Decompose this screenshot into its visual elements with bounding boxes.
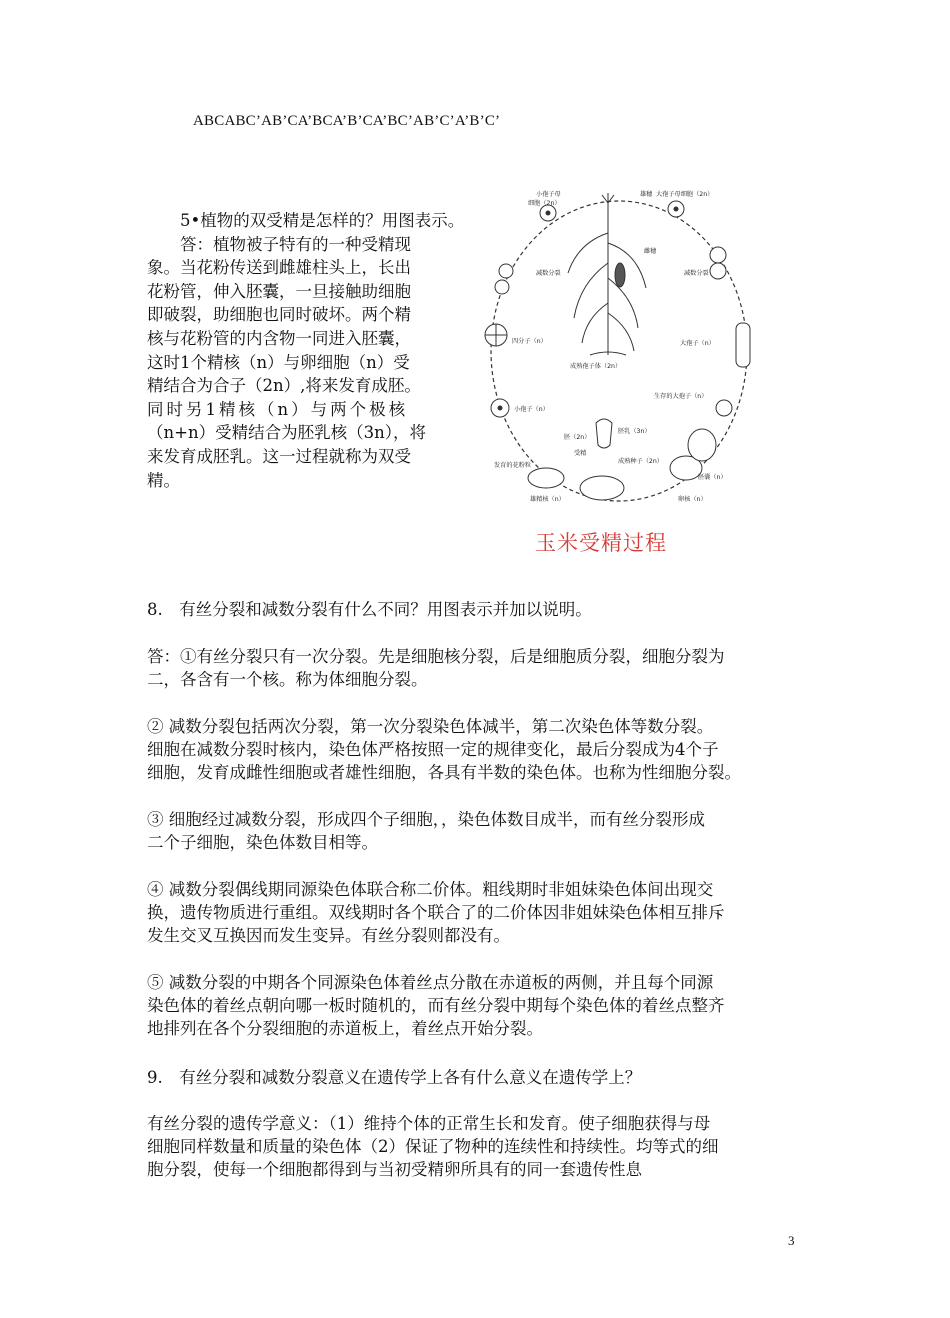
text-line: 发生交叉互换因而发生变异。有丝分裂则都没有。	[147, 926, 510, 945]
genotype-list: ABCABC’AB’CA’BCA’B’CA’BC’AB’C’A’B’C’	[193, 113, 501, 129]
answer-line: 即破裂，助细胞也同时破坏。两个精	[147, 305, 411, 325]
label-meiosis-right: 减数分裂	[684, 270, 709, 277]
text-line: 换，遗传物质进行重组。双线期时各个联合了的二价体因非姐妹染色体相互排斥	[147, 903, 725, 922]
label-megaspore-mother: 大孢子母细胞（2n）	[656, 191, 714, 198]
figure-caption: 玉米受精过程	[535, 531, 667, 555]
question-5-title: 5•植物的双受精是怎样的？用图表示。	[180, 211, 465, 230]
answer-line: 答：植物被子特有的一种受精现	[147, 234, 411, 254]
answer-line: （n+n）受精结合为胚乳核（3n），将	[147, 423, 426, 443]
text-line: 胞分裂，使每一个细胞都得到与当初受精卵所具有的同一套遗传性息	[147, 1160, 642, 1179]
label-ear: 雌穗	[644, 248, 657, 255]
corn-plant-icon	[568, 193, 646, 355]
text-line: 细胞，发育成雌性细胞或者雄性细胞，各具有半数的染色体。也称为性细胞分裂。	[147, 763, 741, 782]
answer-line: 象。当花粉传送到雌雄柱头上，长出	[147, 258, 411, 278]
label-meiosis-left: 减数分裂	[536, 270, 561, 277]
text-line: ④ 减数分裂偶线期同源染色体联合称二价体。粗线期时非姐妹染色体间出现交	[147, 880, 714, 899]
label-fertilization: 受精	[574, 450, 587, 457]
label-sperm-nuclei: 雄精核（n）	[530, 496, 565, 503]
question-5-answer	[147, 233, 465, 493]
text-line: 地排列在各个分裂细胞的赤道板上，着丝点开始分裂。	[147, 1019, 543, 1038]
answer-line: 来发育成胚乳。这一过程就称为双受	[147, 446, 411, 466]
label-microspore-mother-2: 细胞（2n）	[528, 200, 561, 207]
text-line: 有丝分裂的遗传学意义：（1）维持个体的正常生长和发育。使子细胞获得与母	[147, 1114, 711, 1133]
text-line: ② 减数分裂包括两次分裂，第一次分裂染色体减半，第二次染色体等数分裂。	[147, 717, 714, 736]
answer-line: 核与花粉管的内含物一同进入胚囊，	[147, 328, 411, 348]
corn-fertilization-diagram	[478, 183, 760, 513]
answer-8-para-5	[147, 971, 807, 1040]
answer-8-para-3	[147, 808, 807, 854]
label-tassel: 雄穗	[640, 191, 653, 198]
answer-line: 花粉管，伸入胚囊，一旦接触助细胞	[147, 281, 411, 301]
text-line: ③ 细胞经过减数分裂，形成四个子细胞，，染色体数目成半，而有丝分裂形成	[147, 810, 705, 829]
label-microspore-mother: 小孢子母	[536, 191, 561, 198]
answer-line: 同时另1精核（n）与两个极核	[147, 399, 409, 419]
label-megaspore: 大孢子（n）	[680, 340, 715, 347]
text-line: 二，各含有一个核。称为体细胞分裂。	[147, 670, 428, 689]
label-embryo: 胚（2n）	[564, 434, 591, 441]
label-microspore: 小孢子（n）	[514, 406, 549, 413]
answer-line: 精。	[147, 470, 180, 490]
label-sporophyte: 成熟孢子体（2n）	[570, 363, 622, 370]
answer-line: 这时1个精核（n）与卵细胞（n）受	[147, 352, 410, 372]
label-mature-seed: 成熟种子（2n）	[618, 458, 663, 465]
text-line: 染色体的着丝点朝向哪一板时随机的，而有丝分裂中期每个染色体的着丝点整齐	[147, 996, 725, 1015]
question-5	[147, 209, 465, 492]
answer-line: 精结合为合子（2n）,将来发育成胚。	[147, 376, 421, 396]
answer-8-para-1	[147, 645, 807, 691]
text-line: 答：①有丝分裂只有一次分裂。先是细胞核分裂，后是细胞质分裂，细胞分裂为	[147, 647, 725, 666]
answer-8-para-2	[147, 715, 807, 784]
label-germinated-pollen: 发育的花粉粒	[494, 462, 532, 469]
text-line: 细胞在减数分裂时核内，染色体严格按照一定的规律变化，最后分裂成为4个子	[147, 740, 719, 759]
label-tetrad: 四分子（n）	[512, 338, 547, 345]
label-endosperm: 胚乳（3n）	[618, 428, 651, 435]
label-embryo-sac: 胚囊（n）	[698, 474, 727, 481]
text-line: 细胞同样数量和质量的染色体（2）保证了物种的连续性和持续性。均等式的细	[147, 1137, 719, 1156]
text-line: 二个子细胞，染色体数目相等。	[147, 833, 378, 852]
answer-9	[147, 1112, 807, 1181]
question-9-title: 9. 有丝分裂和减数分裂意义在遗传学上各有什么意义在遗传学上？	[147, 1068, 642, 1087]
label-egg: 卵核（n）	[678, 496, 707, 503]
question-8-title: 8. 有丝分裂和减数分裂有什么不同？用图表示并加以说明。	[147, 600, 592, 619]
answer-8-para-4	[147, 878, 807, 947]
label-surviving-megaspore: 生存的大孢子（n）	[654, 393, 708, 400]
text-line: ⑤ 减数分裂的中期各个同源染色体着丝点分散在赤道板的两侧，并且每个同源	[147, 973, 714, 992]
page-number: 3	[788, 1233, 795, 1248]
